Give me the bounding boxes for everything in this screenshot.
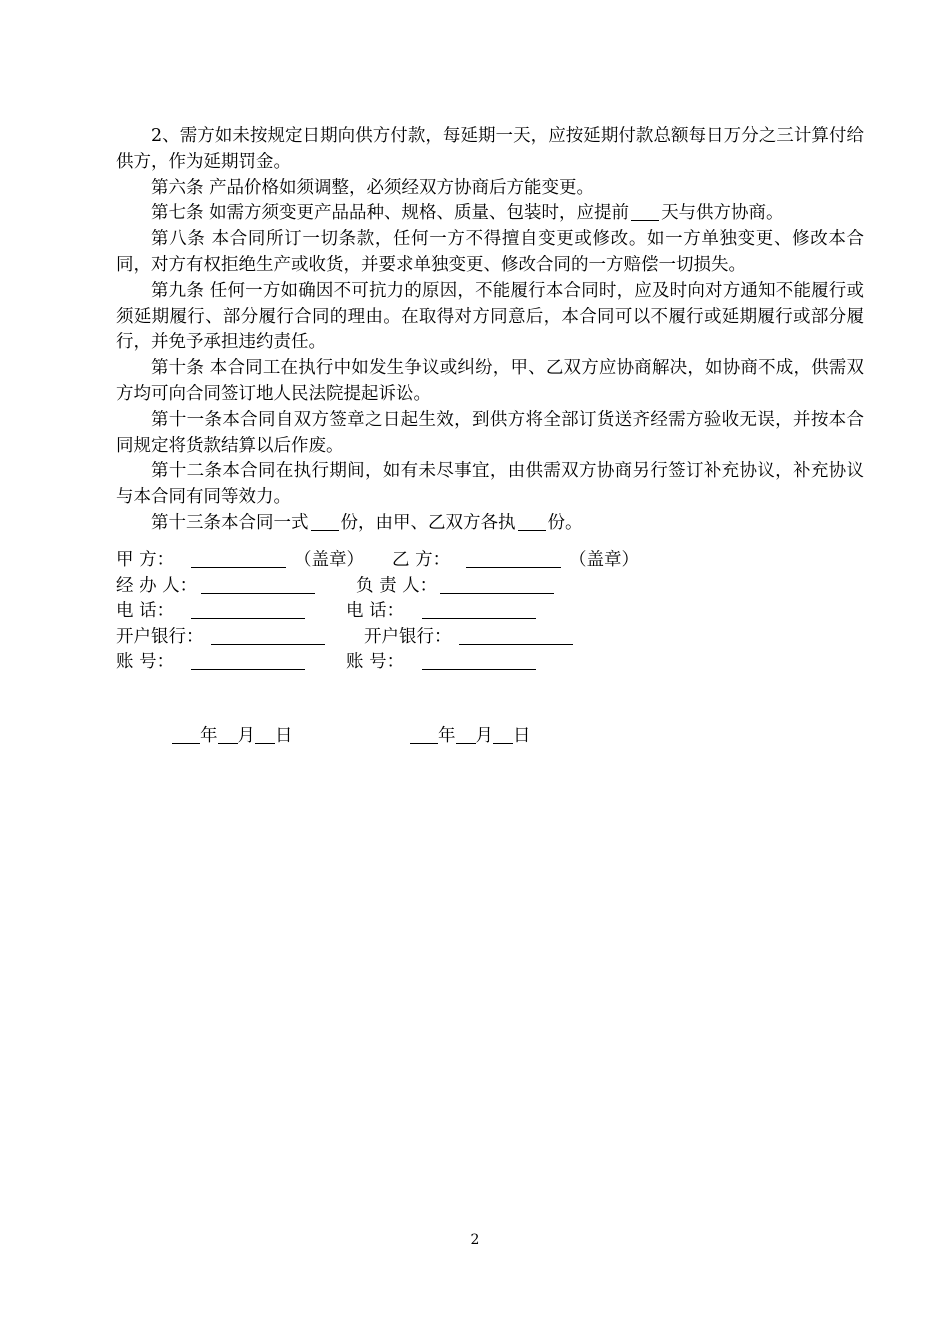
- bank-b-field[interactable]: [459, 627, 573, 645]
- phone-b-field[interactable]: [422, 601, 536, 619]
- clause-13: [116, 511, 864, 537]
- month-label: 月: [475, 726, 493, 746]
- month-b-field[interactable]: [456, 726, 476, 744]
- clause-7-tail: 天与供方协商。: [661, 203, 784, 224]
- clause-13-tail: 份。: [547, 512, 583, 533]
- phone-a-label: 电 话：: [116, 601, 175, 621]
- account-b-label: 账 号：: [346, 652, 405, 672]
- clause-6: 第六条 产品价格如须调整，必须经双方协商后方能变更。: [151, 177, 595, 198]
- party-b-field[interactable]: [466, 550, 561, 568]
- agent-field[interactable]: [201, 576, 315, 594]
- clause-10: 第十条 本合同工在执行中如发生争议或纠纷，甲、乙双方应协商解决，如协商不成，供需双方均可向合同签订地人民法院提起诉讼。: [116, 358, 864, 404]
- party-a-field[interactable]: [191, 550, 286, 568]
- clause-13-middle: 份，由甲、乙双方各执: [340, 512, 516, 533]
- party-b-label: 乙 方：: [392, 550, 451, 570]
- day-label: 日: [275, 726, 293, 746]
- year-label: 年: [438, 726, 456, 746]
- copies-each-blank: [518, 513, 546, 531]
- account-a-label: 账 号：: [116, 652, 175, 672]
- month-a-field[interactable]: [218, 726, 238, 744]
- clause-8: 第八条 本合同所订一切条款，任何一方不得擅自变更或修改。如一方单独变更、修改本合同，对方有权拒绝生产或收货，并要求单独变更、修改合同的一方赔偿一切损失。: [116, 229, 864, 275]
- date-party-b: [410, 722, 531, 747]
- clause-9: 第九条 任何一方如确因不可抗力的原因，不能履行本合同时，应及时向对方通知不能履行或须延期履行、部分履行合同的理由。在取得对方同意后，本合同可以不履行或延期履行或部分履行，并免予承担违约责任。: [116, 280, 864, 353]
- day-a-field[interactable]: [255, 726, 275, 744]
- party-a-seal: （盖章）: [294, 550, 364, 570]
- days-blank: [631, 203, 659, 221]
- account-b-field[interactable]: [422, 652, 536, 670]
- responsible-field[interactable]: [440, 576, 554, 594]
- year-label: 年: [200, 726, 218, 746]
- bank-a-field[interactable]: [211, 627, 325, 645]
- responsible-label: 负 责 人：: [356, 575, 438, 596]
- party-b-seal: （盖章）: [569, 550, 639, 570]
- contract-body: [116, 124, 864, 537]
- date-party-a: [172, 722, 293, 747]
- account-a-field[interactable]: [191, 652, 305, 670]
- bank-b-label: 开户银行：: [364, 626, 452, 647]
- day-b-field[interactable]: [493, 726, 513, 744]
- clause-11: 第十一条本合同自双方签章之日起生效，到供方将全部订货送齐经需方验收无误，并按本合同规定将货款结算以后作废。: [116, 409, 864, 456]
- phone-b-label: 电 话：: [346, 601, 405, 621]
- clause-13-text: 第十三条本合同一式: [151, 512, 309, 533]
- phone-a-field[interactable]: [191, 601, 305, 619]
- clause-7-text: 第七条 如需方须变更产品品种、规格、质量、包装时，应提前: [151, 203, 630, 224]
- copies-blank: [311, 513, 339, 531]
- day-label: 日: [513, 726, 531, 746]
- party-a-label: 甲 方：: [116, 550, 175, 570]
- month-label: 月: [237, 726, 255, 746]
- year-b-field[interactable]: [410, 726, 438, 744]
- clause-7: [116, 201, 864, 227]
- bank-a-label: 开户银行：: [116, 626, 204, 647]
- clause-12: 第十二条本合同在执行期间，如有未尽事宜，由供需双方协商另行签订补充协议，补充协议与本合同有同等效力。: [116, 461, 864, 508]
- year-a-field[interactable]: [172, 726, 200, 744]
- clause-paragraph: 2、需方如未按规定日期向供方付款，每延期一天，应按延期付款总额每日万分之三计算付给供方，作为延期罚金。: [116, 126, 864, 172]
- page-number: 2: [470, 1232, 480, 1248]
- agent-label: 经 办 人：: [116, 575, 198, 596]
